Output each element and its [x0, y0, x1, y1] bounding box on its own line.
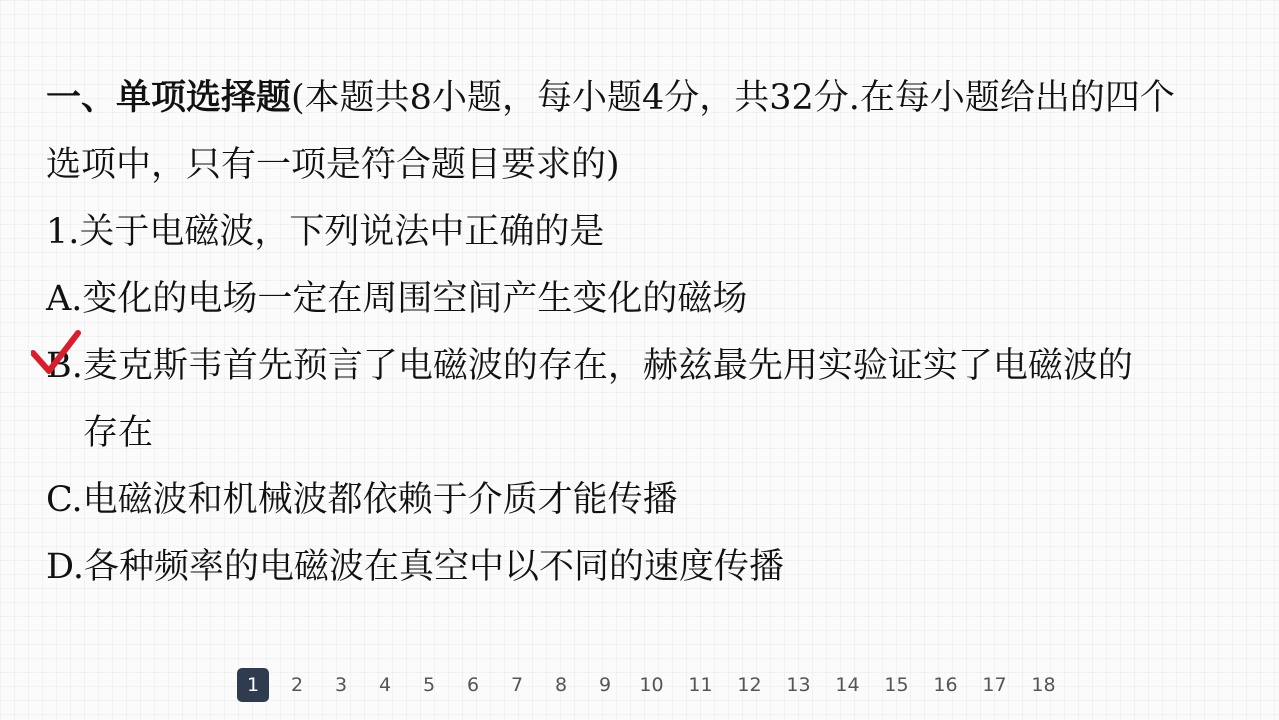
option-a: A.变化的电场一定在周围空间产生变化的磁场	[46, 279, 748, 319]
pagination	[237, 668, 1074, 702]
page-button-3[interactable]: 3	[334, 674, 348, 696]
page-button-11[interactable]: 11	[688, 674, 713, 696]
section-header-line-2: 选项中，只有一项是符合题目要求的)	[46, 145, 620, 185]
page-button-1[interactable]: 1	[237, 668, 269, 702]
page-button-13[interactable]: 13	[786, 674, 811, 696]
page-button-6[interactable]: 6	[466, 674, 480, 696]
page-button-16[interactable]: 16	[933, 674, 958, 696]
option-d: D.各种频率的电磁波在真空中以不同的速度传播	[46, 547, 784, 587]
section-instructions: (本题共8小题，每小题4分，共32分.在每小题给出的四个	[291, 78, 1175, 118]
question-stem: 1.关于电磁波，下列说法中正确的是	[46, 212, 605, 252]
checkmark-icon	[31, 325, 93, 387]
page-button-15[interactable]: 15	[884, 674, 909, 696]
section-title: 一、单项选择题	[46, 77, 292, 118]
page-button-12[interactable]: 12	[737, 674, 762, 696]
page-button-4[interactable]: 4	[378, 674, 392, 696]
page-button-8[interactable]: 8	[554, 674, 568, 696]
page-button-10[interactable]: 10	[639, 674, 664, 696]
question-content	[46, 64, 1246, 601]
page-button-9[interactable]: 9	[598, 674, 612, 696]
page-button-14[interactable]: 14	[835, 674, 860, 696]
section-header-line-1	[46, 64, 1246, 132]
option-b-continuation: 存在	[83, 413, 154, 453]
option-b	[46, 333, 1246, 400]
option-b-text: B.麦克斯韦首先预言了电磁波的存在，赫兹最先用实验证实了电磁波的	[46, 346, 1133, 386]
page-button-18[interactable]: 18	[1031, 674, 1056, 696]
page-button-2[interactable]: 2	[290, 674, 304, 696]
page-button-17[interactable]: 17	[982, 674, 1007, 696]
option-c: C.电磁波和机械波都依赖于介质才能传播	[46, 480, 678, 520]
page-button-5[interactable]: 5	[422, 674, 436, 696]
page-button-7[interactable]: 7	[510, 674, 524, 696]
